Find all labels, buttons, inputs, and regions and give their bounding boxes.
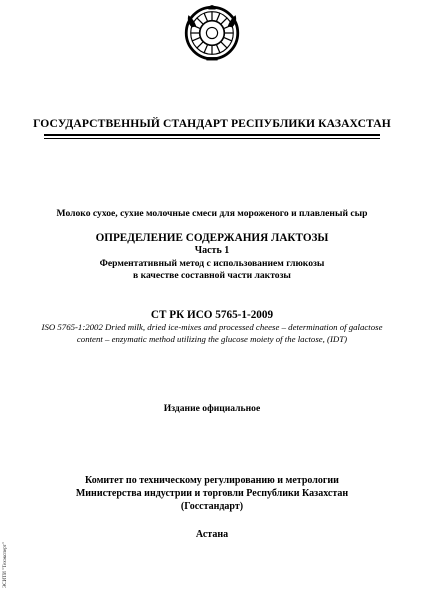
document-subject: Молоко сухое, сухие молочные смеси для мороженого и плавленый сыр [56, 208, 368, 219]
document-part: Часть 1 [194, 245, 230, 256]
side-watermark-note: ЭСИТИ "Техэксперт" [3, 542, 8, 588]
agency-header: ГОСУДАРСТВЕННЫЙ СТАНДАРТ РЕСПУБЛИКИ КАЗАХСТАН [33, 117, 391, 130]
committee-line1: Комитет по техническому регулированию и метрологии [85, 475, 339, 486]
iso-reference-line1: ISO 5765-1:2002 Dried milk, dried ice-mixes and processed cheese – determination of galactose [41, 322, 383, 332]
city-label: Астана [195, 529, 229, 540]
document-subtitle-line2: в качестве составной части лактозы [133, 270, 291, 281]
document-title: ОПРЕДЕЛЕНИЕ СОДЕРЖАНИЯ ЛАКТОЗЫ [95, 232, 329, 244]
committee-line3: (Госстандарт) [180, 501, 244, 512]
iso-reference-line2: content – enzymatic method utilizing the glucose moiety of the lactose, (IDT) [76, 334, 348, 344]
edition-label: Издание официальное [163, 403, 261, 414]
document-subtitle-line1: Ферментативный метод с использованием глюкозы [99, 258, 325, 269]
header-rule-thin [44, 138, 380, 139]
state-emblem-icon [184, 5, 240, 61]
committee-line2: Министерства индустрии и торговли Республики Казахстан [75, 488, 349, 499]
header-rule-thick [44, 134, 380, 136]
standard-code: СТ РК ИСО 5765-1-2009 [150, 309, 274, 321]
